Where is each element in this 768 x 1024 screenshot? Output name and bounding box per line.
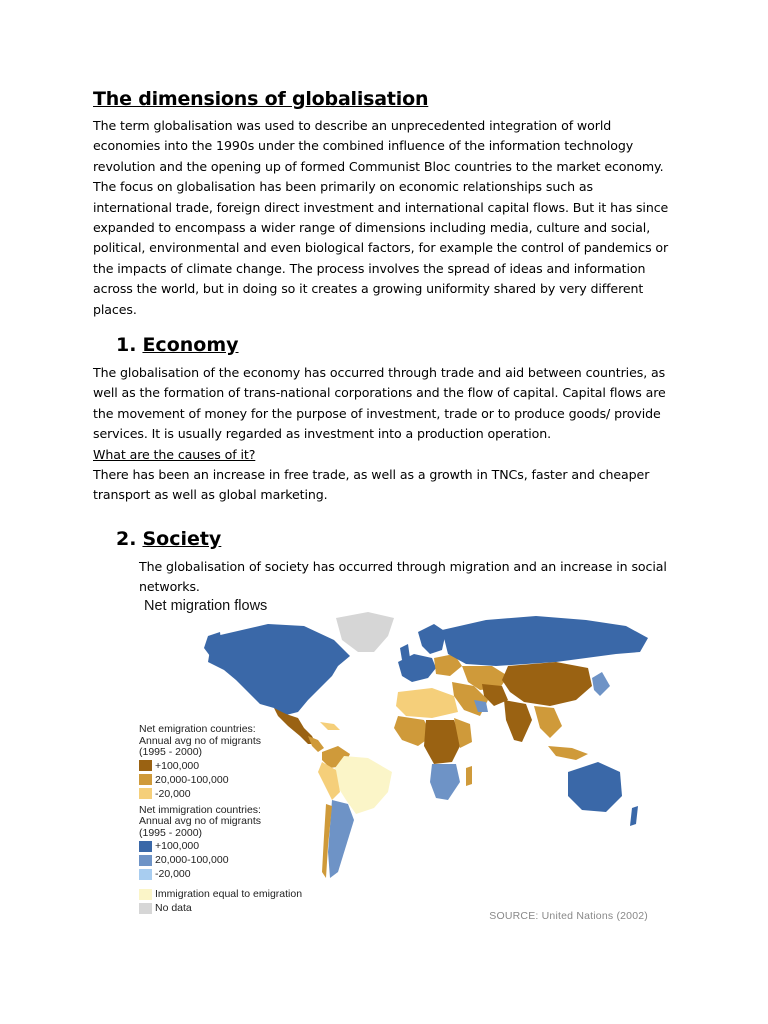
economy-paragraph [93, 363, 683, 506]
legend-header-line: (1995 - 2000) [139, 826, 203, 839]
north-america-shape [208, 624, 350, 716]
legend-item [139, 887, 302, 901]
text-line: services. It is usually regarded as investment into a production operation. [93, 426, 551, 442]
india-shape [504, 700, 532, 742]
text-line: networks. [139, 579, 200, 595]
china-shape [502, 662, 592, 706]
legend-label: +100,000 [155, 759, 200, 772]
legend-swatch [139, 889, 152, 900]
legend-item [139, 839, 302, 853]
legend-item [139, 787, 302, 801]
southern-africa-shape [430, 764, 460, 800]
caribbean-shape [320, 722, 340, 730]
uk-shape [400, 644, 410, 660]
text-line: political, environmental and even biological factors, for example the control of pandemics or [93, 240, 669, 256]
southeast-asia-shape [534, 706, 562, 738]
causes-question: What are the causes of it? [93, 446, 256, 462]
legend-label: Immigration equal to emigration [155, 888, 303, 900]
southern-cone-shape [328, 800, 354, 878]
text-line: international trade, foreign direct investment and international capital flows. But it has since [93, 199, 669, 215]
new-zealand-shape [630, 806, 638, 826]
legend-item [139, 773, 302, 787]
madagascar-shape [466, 766, 472, 786]
society-paragraph [139, 557, 679, 598]
text-line: places. [93, 301, 137, 317]
legend-swatch [139, 760, 152, 771]
russia-shape [442, 616, 648, 666]
legend-swatch [139, 841, 152, 852]
legend-swatch [139, 903, 152, 914]
scandinavia-shape [418, 624, 446, 654]
text-line: the impacts of climate change. The process involves the spread of ideas and information [93, 260, 646, 276]
legend-header-line: Annual avg no of migrants [139, 734, 261, 747]
legend-swatch [139, 788, 152, 799]
text-line: transport as well as global marketing. [93, 487, 328, 503]
text-line: well as the formation of trans-national corporations and the flow of capital. Capital flows are [93, 385, 666, 401]
legend-item [139, 867, 302, 881]
text-line: There has been an increase in free trade, as well as a growth in TNCs, faster and cheaper [93, 467, 650, 483]
north-africa-shape [396, 688, 458, 718]
map-legend [139, 724, 302, 915]
text-line: The focus on globalisation has been primarily on economic relationships such as [93, 179, 593, 195]
migration-map-figure [136, 596, 656, 926]
legend-label: 20,000-100,000 [155, 854, 229, 866]
legend-item [139, 901, 302, 915]
heading-text: Economy [142, 334, 239, 356]
text-line: across the world, but in doing so it creates a growing uniformity shared by very different [93, 281, 644, 297]
legend-header-line: Annual avg no of migrants [139, 815, 261, 827]
legend-label: +100,000 [155, 840, 200, 852]
text-line: the movement of money for the purpose of investment, trade or to produce goods/ provide [93, 405, 661, 421]
legend-item [139, 759, 302, 773]
heading-number: 2. [116, 528, 137, 550]
society-heading [116, 528, 221, 550]
text-line: The globalisation of the economy has occurred through trade and aid between countries, as [93, 365, 666, 380]
legend-header-line: Net immigration countries: [139, 803, 261, 816]
legend-label: -20,000 [155, 787, 191, 800]
australia-shape [568, 762, 622, 812]
economy-heading [116, 334, 239, 356]
text-line: revolution and the opening up of formed Communist Bloc countries to the market economy. [93, 158, 664, 174]
korea-japan-shape [592, 672, 610, 696]
indonesia-shape [548, 746, 588, 760]
legend-swatch [139, 774, 152, 785]
intro-paragraph [93, 116, 683, 320]
heading-text: Society [142, 528, 222, 550]
legend-swatch [139, 855, 152, 866]
text-line: economies into the 1990s under the combined influence of the information technology [93, 138, 634, 154]
legend-header-line: (1995 - 2000) [139, 746, 203, 758]
heading-number: 1. [116, 334, 137, 356]
text-line: The globalisation of society has occurred through migration and an increase in social [139, 559, 667, 574]
figure-source: SOURCE: United Nations (2002) [489, 910, 648, 922]
figure-title: Net migration flows [144, 598, 268, 614]
legend-label: -20,000 [155, 868, 191, 880]
legend-item [139, 853, 302, 867]
legend-label: No data [155, 902, 192, 914]
text-line: The term globalisation was used to describe an unprecedented integration of world [93, 118, 612, 133]
greenland-shape [336, 612, 394, 652]
text-line: expanded to encompass a wider range of dimensions including media, culture and social, [93, 220, 651, 236]
legend-label: 20,000-100,000 [155, 773, 229, 786]
page-title: The dimensions of globalisation [93, 88, 429, 110]
legend-header-line: Net emigration countries: [139, 723, 256, 735]
legend-swatch [139, 869, 152, 880]
